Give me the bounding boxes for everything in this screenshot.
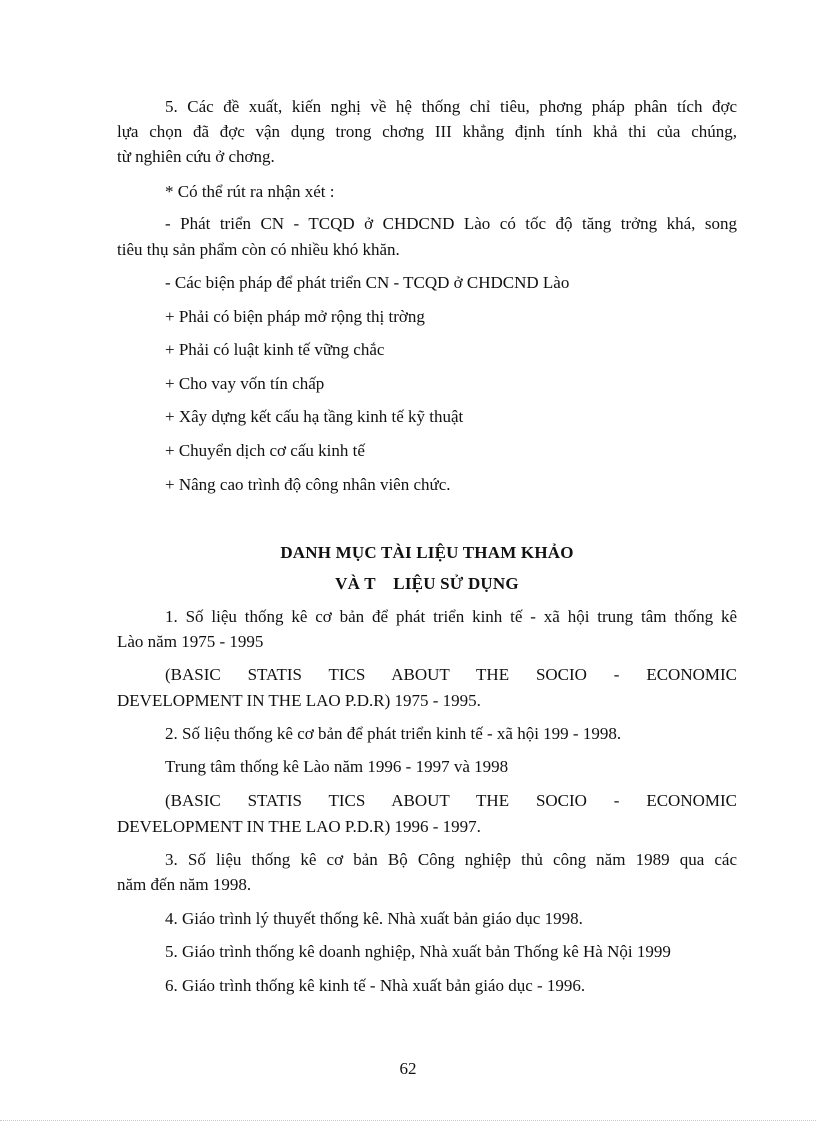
reference-3-line2: năm đến năm 1998. (117, 875, 252, 894)
footer-dotted-rule (0, 1120, 816, 1121)
conclusion-item5-line1: 5. Các đề xuất, kiến nghị về hệ thống chỉ tiêu, phơng pháp phân tích đợc (165, 97, 737, 116)
reference-1-english-line1: (BASIC STATIS TICS ABOUT THE SOCIO - ECONOMIC (165, 665, 737, 684)
reference-2-english-line2: DEVELOPMENT IN THE LAO P.D.R) 1996 - 1997. (117, 817, 481, 836)
reference-1-line1: 1. Số liệu thống kê cơ bản để phát triển kinh tế - xã hội trung tâm thống kê (165, 607, 737, 626)
measure-item: + Phải có biện pháp mở rộng thị trờng (165, 307, 425, 326)
reference-2-english-line1: (BASIC STATIS TICS ABOUT THE SOCIO - ECONOMIC (165, 791, 737, 810)
reference-3-line1: 3. Số liệu thống kê cơ bản Bộ Công nghiệp thủ công năm 1989 qua các (165, 850, 737, 869)
conclusion-item5-line2: lựa chọn đã đợc vận dụng trong chơng III khẳng định tính khả thi của chúng, (117, 122, 737, 141)
references-title-line1: DANH MỤC TÀI LIỆU THAM KHẢO (280, 543, 574, 562)
page-number: 62 (399, 1059, 417, 1078)
conclusion-item5-line3: từ nghiên cứu ở chơng. (117, 147, 275, 166)
reference-5: 5. Giáo trình thống kê doanh nghiệp, Nhà xuất bản Thống kê Hà Nội 1999 (165, 942, 671, 961)
measure-item: + Chuyển dịch cơ cấu kinh tế (165, 441, 365, 460)
reference-1-english-line2: DEVELOPMENT IN THE LAO P.D.R) 1975 - 1995. (117, 691, 481, 710)
measure-item: + Phải có luật kinh tế vững chắc (165, 340, 385, 359)
measure-item: + Cho vay vốn tín chấp (165, 374, 325, 393)
reference-6: 6. Giáo trình thống kê kinh tế - Nhà xuất bản giáo dục - 1996. (165, 976, 586, 995)
remark1-line2: tiêu thụ sản phẩm còn có nhiều khó khăn. (117, 240, 400, 259)
remark1-line1: - Phát triển CN - TCQD ở CHDCND Lào có tốc độ tăng trởng khá, song (165, 214, 737, 233)
measure-item: + Xây dựng kết cấu hạ tầng kinh tế kỹ thuật (165, 407, 464, 426)
reference-2-line2: Trung tâm thống kê Lào năm 1996 - 1997 và 1998 (165, 757, 509, 776)
reference-1-line2: Lào năm 1975 - 1995 (117, 632, 264, 651)
reference-2-line1: 2. Số liệu thống kê cơ bản để phát triển kinh tế - xã hội 199 - 1998. (165, 724, 622, 743)
reference-4: 4. Giáo trình lý thuyết thống kê. Nhà xuất bản giáo dục 1998. (165, 909, 583, 928)
references-title-line2: VÀ T LIỆU SỬ DỤNG (335, 574, 519, 593)
remark-intro: * Có thể rút ra nhận xét : (165, 182, 335, 201)
measure-item: + Nâng cao trình độ công nhân viên chức. (165, 475, 451, 494)
remark2: - Các biện pháp để phát triển CN - TCQD ở CHDCND Lào (165, 273, 570, 292)
